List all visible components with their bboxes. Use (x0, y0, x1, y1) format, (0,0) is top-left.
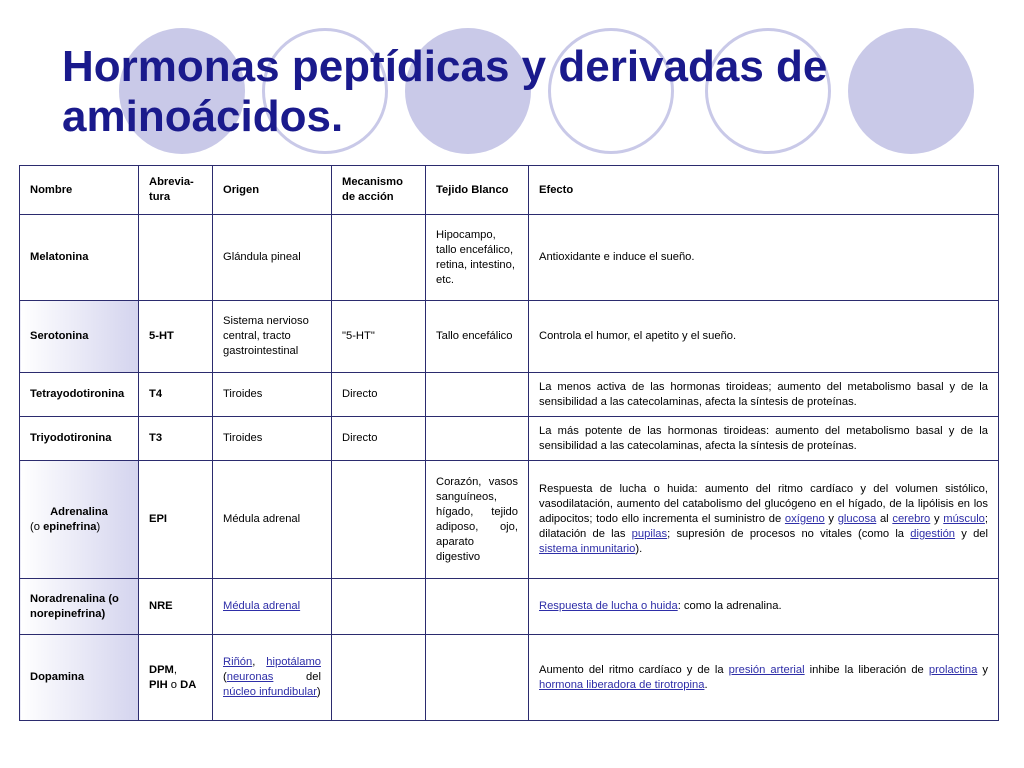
cell-nombre: Tetrayodotironina (20, 373, 139, 417)
link-digestion[interactable]: digestión (910, 528, 956, 540)
cell-tejido (426, 417, 529, 461)
nombre-alt-line (30, 520, 128, 535)
cell-nombre: Dopamina (20, 635, 139, 721)
cell-efecto: La más potente de las hormonas tiroideas: aumento del metabolismo basal y de la sensibilidad a las catecolaminas, afecta la síntesis de proteínas. (529, 417, 999, 461)
link-rinon[interactable]: Riñón (223, 656, 253, 668)
header-efecto: Efecto (529, 166, 999, 215)
cell-tejido: Hipocampo, tallo encefálico, retina, intestino, etc. (426, 215, 529, 301)
nombre-main: Adrenalina (50, 505, 108, 518)
abbr-o: o (167, 678, 181, 691)
abbr-pih: PIH (149, 678, 168, 691)
text: y (977, 663, 989, 676)
table-row (20, 373, 999, 417)
cell-mecanismo (332, 461, 426, 579)
header-abreviatura-text: Abrevia- tura (149, 176, 194, 203)
text: Respuesta de lucha o huida: aumento del ritmo cardíaco y del volumen sistólico, vasodilatación, aumento del catabolismo del glucógeno en el hígado, de la lipólisis en los adipocitos; todo ello incrementa el suministro de (539, 483, 988, 525)
cell-origen (213, 579, 332, 635)
cell-origen: Tiroides (213, 373, 332, 417)
link-prolactina[interactable]: prolactina (928, 663, 978, 676)
cell-efecto (529, 461, 999, 579)
nombre-alt: epinefrina (43, 520, 97, 533)
table-row (20, 301, 999, 373)
table-row (20, 215, 999, 301)
paren-open: (o (30, 520, 44, 533)
link-glucosa[interactable]: glucosa (837, 513, 877, 525)
text: Aumento del ritmo cardíaco y de la (539, 663, 729, 676)
cell-efecto: Antioxidante e induce el sueño. (529, 215, 999, 301)
table-row (20, 417, 999, 461)
cell-nombre: Triyodotironina (20, 417, 139, 461)
text: : como la adrenalina. (677, 600, 782, 612)
text: ; dilatación de las (539, 513, 989, 540)
header-mecanismo: Mecanismo de acción (332, 166, 426, 215)
link-nucleo-infundibular[interactable]: núcleo infundibular (223, 686, 317, 698)
text: , (252, 656, 267, 668)
link-medula-adrenal[interactable]: Médula adrenal (223, 600, 301, 612)
hormones-table (19, 165, 999, 721)
cell-nombre: Melatonina (20, 215, 139, 301)
text: y (930, 513, 944, 525)
cell-abreviatura: T3 (139, 417, 213, 461)
cell-tejido: Corazón, vasos sanguíneos, hígado, tejido adiposo, ojo, aparato digestivo (426, 461, 529, 579)
header-abreviatura (139, 166, 213, 215)
cell-nombre: Noradrenalina (o norepinefrina) (20, 579, 139, 635)
header-nombre: Nombre (20, 166, 139, 215)
table-row (20, 461, 999, 579)
link-sistema-inmunitario[interactable]: sistema inmunitario (539, 543, 636, 555)
table-row (20, 635, 999, 721)
cell-efecto: Controla el humor, el apetito y el sueño. (529, 301, 999, 373)
cell-mecanismo: Directo (332, 417, 426, 461)
text: ; supresión de procesos no vitales (como la (667, 528, 911, 540)
cell-nombre (20, 461, 139, 579)
cell-mecanismo (332, 215, 426, 301)
cell-tejido (426, 579, 529, 635)
abbr-da: DA (180, 678, 197, 691)
cell-abreviatura: 5-HT (139, 301, 213, 373)
cell-tejido (426, 373, 529, 417)
cell-abreviatura (139, 215, 213, 301)
link-neuronas[interactable]: neuronas (226, 671, 274, 683)
cell-abreviatura: T4 (139, 373, 213, 417)
cell-origen (213, 635, 332, 721)
slide-title: Hormonas peptídicas y derivadas de aminoácidos. (62, 42, 828, 141)
header-origen: Origen (213, 166, 332, 215)
link-pupilas[interactable]: pupilas (631, 528, 668, 540)
table-header-row (20, 166, 999, 215)
text: inhibe la liberación de (804, 663, 929, 676)
table-row (20, 579, 999, 635)
cell-abreviatura: EPI (139, 461, 213, 579)
cell-nombre: Serotonina (20, 301, 139, 373)
cell-abreviatura (139, 635, 213, 721)
link-cerebro[interactable]: cerebro (892, 513, 931, 525)
paren-close: ) (96, 520, 101, 533)
text: y del (955, 528, 989, 540)
link-respuesta-lucha-huida[interactable]: Respuesta de lucha o huida (539, 600, 678, 612)
text: del (273, 671, 321, 683)
cell-mecanismo (332, 579, 426, 635)
link-hipotalamo[interactable]: hipotálamo (266, 656, 321, 668)
link-hormona-liberadora-tirotropina[interactable]: hormona liberadora de tirotropina (539, 678, 705, 691)
cell-abreviatura: NRE (139, 579, 213, 635)
cell-origen: Tiroides (213, 417, 332, 461)
cell-efecto (529, 635, 999, 721)
cell-mecanismo (332, 635, 426, 721)
cell-efecto (529, 579, 999, 635)
cell-mecanismo: "5-HT" (332, 301, 426, 373)
link-musculo[interactable]: músculo (943, 513, 985, 525)
text: al (876, 513, 893, 525)
text: . (704, 678, 708, 691)
abbr-dpm: DPM (149, 663, 174, 676)
text: ) (316, 686, 321, 698)
text: ). (635, 543, 643, 555)
cell-origen: Médula adrenal (213, 461, 332, 579)
link-oxigeno[interactable]: oxígeno (784, 513, 825, 525)
cell-mecanismo: Directo (332, 373, 426, 417)
cell-tejido (426, 635, 529, 721)
cell-origen: Glándula pineal (213, 215, 332, 301)
text: y (824, 513, 838, 525)
cell-origen: Sistema nervioso central, tracto gastrointestinal (213, 301, 332, 373)
header-tejido: Tejido Blanco (426, 166, 529, 215)
abbr-sep: , (173, 663, 177, 676)
cell-efecto: La menos activa de las hormonas tiroideas; aumento del metabolismo basal y de la sensibilidad a las catecolaminas, afecta la síntesis de proteínas. (529, 373, 999, 417)
link-presion-arterial[interactable]: presión arterial (728, 663, 805, 676)
cell-tejido: Tallo encefálico (426, 301, 529, 373)
text: ( (223, 671, 227, 683)
